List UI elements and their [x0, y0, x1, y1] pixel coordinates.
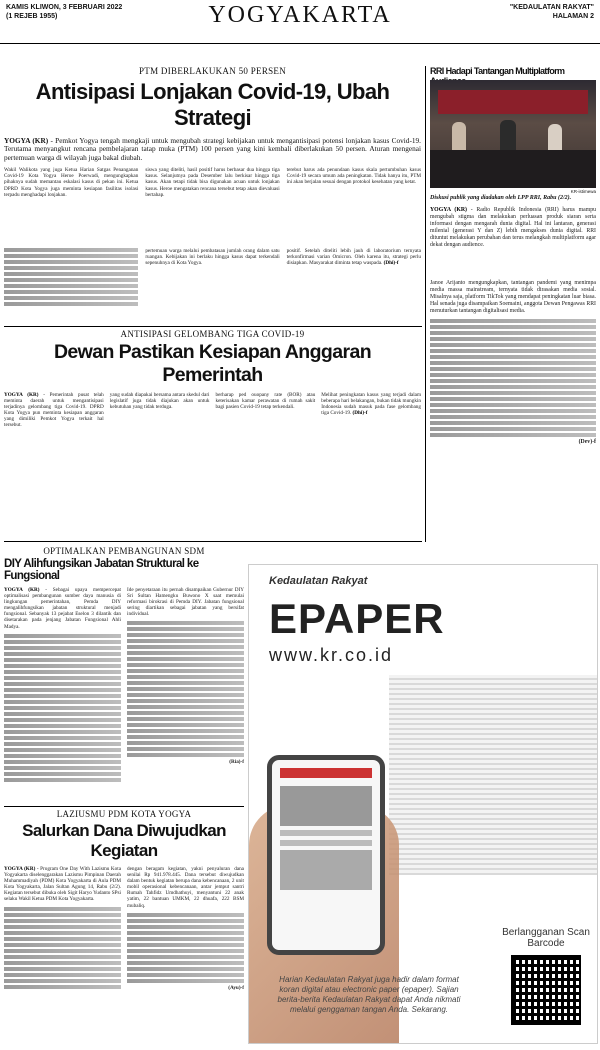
dateline: YOGYA (KR) — [4, 392, 39, 398]
article-body: YOGYA (KR) - Radio Republik Indonesia (RRI) harus mampu mengubah stigma dan melakukan perluasan produk siaran serta informasi dengan mengarah dunia digital. Hal ini lantaran, generasi milenial (generasi Y dan Z) lebih mengakses dunia digital. RRI dituntut melakukan perubahan dan terus melangkah multiplatform agar dekat dengan audience. Janoe Arijanto mengungkapkan, tantangan pandemi yang menimpa media massa mainstream, ternyata tidak dirasakan media sosial. Misalnya saja, platform TikTok yang mendapat peningkatan luar biasa. Hal senada juga disampaikan Soemaini, anggota Dewan Pengawas RRI menuturkan tantangan digitalisasi media. (Dev)-f — [430, 207, 596, 446]
divider — [4, 541, 422, 542]
speaker-figure — [452, 122, 466, 150]
author-sign: (Dhi)-f — [352, 410, 368, 417]
article-kicker: ANTISIPASI GELOMBANG TIGA COVID-19 — [120, 329, 305, 339]
article-column: YOGYA (KR) - Pemerintah pusat telah meminta daerah untuk mengantisipasi terjadinya gelombang tiga Covid-19. DPRD Kota Yogya pun meminta kesiapan anggaran yang dimiliki Pemkot Yogya terkait hal tersebut. — [4, 392, 104, 429]
article-column: siswa yang diteliti, hasil positif harus berbasar dua hingga tiga kasus. Selanjutnya pada Desember lalu berkisar hingga tiga kasus. Akan tetapi tidak bisa digunakan acuan untuk lonjakan kasus. Heroe mengatakan rencana tersebut tetap akan dievaluasi bertahap. — [145, 167, 280, 198]
speaker-figure — [500, 120, 516, 150]
article-lazismu — [4, 809, 244, 991]
article-diy-jabatan — [4, 546, 244, 784]
dateline: YOGYA (KR) — [430, 207, 467, 213]
masthead — [0, 0, 600, 44]
ad-url: www.kr.co.id — [269, 645, 394, 665]
article-column: YOGYA (KR) - Program One Day With Lazismu Kota Yogyakarta diselenggarakan Lazismu Pimpinan Daerah Muhammadiyah (PDM) Kota Yogyakarta di Aula PDM Kota Yogyakarta, Jalan Sultan Agung 14, Rabu (2/2). Kegiatan tersebut dibuka oleh Sigit Haryo Yudanto SPsi selaku Wakil Ketua PDM Kota Yogyakarta. — [4, 866, 121, 991]
article-column: Ide penyetaraan itu pernah disampaikan Gubernur DIY Sri Sultan Hamengku Buwono X saat memulai reformasi birokrasi di Pemda DIY. Jabatan fungsional sering diartikan sebagai jabatan yang bersifat individual. (Ria)-f — [127, 587, 244, 766]
article-headline: Salurkan Dana Diwujudkan Kegiatan — [22, 821, 226, 860]
dateline: YOGYA (KR) — [4, 866, 36, 872]
article-covid-strategy — [4, 66, 421, 198]
photo-credit: KR-istimewa — [570, 189, 596, 194]
article-kicker: OPTIMALKAN PEMBANGUNAN SDM — [43, 546, 205, 556]
divider — [4, 326, 422, 327]
dateline: YOGYA (KR) — [4, 136, 49, 145]
photo-caption: Diskusi publik yang diadakan oleh LPP RRI, Rabu (2/2). — [430, 195, 572, 201]
article-lead: YOGYA (KR) - Pemkot Yogya tengah mengkaji untuk mengubah strategi kebijakan untuk mengantisipasi potensi lonjakan kasus Covid-19. Terutama menyangkut rencana pembelajaran tatap muka (PTM) 100 persen yang kini kembali diberlakukan 50 persen. Aturan mengenai pertemuan warga di wilayah juga bakal diubah. — [4, 136, 422, 162]
author-sign: (Ria)-f — [229, 759, 244, 766]
author-sign: (Dev)-f — [578, 439, 596, 446]
article-kicker: LAZIUSMU PDM KOTA YOGYA — [56, 809, 192, 819]
article-columns — [4, 392, 421, 429]
article-headline: Dewan Pastikan Kesiapan Anggaran Pemerintah — [53, 341, 372, 386]
newspaper-stack-image — [389, 675, 598, 875]
paper-name: "KEDAULATAN RAKYAT" — [509, 4, 594, 11]
article-column: Melihat peningkatan kasus yang terjadi dalam beberapa hari belakangan, bukan tidak mungkin Indonesia sudah masuk pada fase gelombang tiga Covid-19. (Dhi)-f — [321, 392, 421, 417]
qr-code[interactable] — [511, 955, 581, 1025]
article-column: yang sudah diapakai bersama antara skedul dari legislatif juga tidak diajukan akan untuk kebutuhan yang tidak terduga. — [109, 392, 210, 411]
article-dewan-budget — [4, 329, 421, 429]
issue-date: KAMIS KLIWON, 3 FEBRUARI 2022 — [6, 4, 123, 11]
page-number: HALAMAN 2 — [552, 13, 594, 20]
divider — [4, 806, 244, 807]
ad-description: Harian Kedaulatan Rakyat juga hadir dalam format koran digital atau electronic paper (epaper). Sajian berita-berita Kedaulatan Rakyat dapat Anda nikmati melalui genggaman tangan Anda. Sekarang. — [277, 975, 461, 1014]
hijri-date: (1 REJEB 1955) — [6, 13, 58, 20]
stage-backdrop — [438, 90, 588, 114]
author-sign: (Dhi)-f — [383, 260, 399, 267]
article-column: terebut harus ada penundaan kasus skala pertumbuhan kasus Covid-19 secara umum ada peningkatan. Tidak hanya itu, PTM ini akan berjalan sesuai dengan protokol kesehatan yang ketat. — [286, 167, 421, 186]
article-column: berharap ped ouopany rate (BOR) atau keterisakan kamar perawatan di rumah sakit bagi pasien Covid-19 tetap terkendali. — [215, 392, 316, 411]
article-kicker: PTM DIBERLAKUKAN 50 PERSEN — [138, 66, 287, 76]
phone-image — [267, 755, 385, 955]
article-columns — [4, 587, 244, 784]
article-headline: RRI Hadapi Tantangan Multiplatform — [430, 66, 565, 76]
audience-area — [430, 150, 596, 188]
scan-label: Berlangganan Scan Barcode — [502, 927, 590, 949]
speaker-figure — [548, 124, 562, 150]
article-columns — [4, 167, 421, 197]
ad-brand: Kedaulatan Rakyat — [269, 575, 368, 587]
ad-epaper-title: EPAPER — [269, 595, 445, 642]
column-rule — [425, 66, 426, 542]
article-column: dengan beragam kegiatan, yakni penyaluran dana senilai Rp 941.978.445. Dana tersebut diwujudkan dalam bentuk kegiatan berupa dana kebencanaan, 2 unit mobil operasional kebencanaan, antar jemput santri Rumah Tahfidz Umdhathuyi, menyantuni 22 anak yatim, 22 bantuan UMKM, 22 dhuafa, 222 BSM mubaliq. (Ayu)-f — [127, 866, 244, 991]
article-headline: DIY Alihfungsikan Jabatan Struktural ke Fungsional — [4, 558, 199, 582]
section-title: YOGYAKARTA — [208, 2, 392, 28]
article-column: YOGYA (KR) - Sebagai upaya mempercepat optimalisasi pembangunan sumber daya manusia di lingkungan pemerintahan, Pemda DIY mengalihfungsikan jabatan struktural menjadi fungsional. Sebanyak 13 pejabat Eselon 3 dilantik dan disetarakan pada jenjang Jabatan Fungsional Ahli Madya. — [4, 587, 121, 784]
article-column: pertemuan warga melalui pembatasan jumlah orang dalam satu ruangan. Kebijakan ini berlaku hingga kasus dapat terkendali sepenuhnya di Kota Yogya. — [145, 248, 280, 267]
article-headline: Antisipasi Lonjakan Covid-19, Ubah Strategi — [35, 79, 390, 130]
article-column — [4, 248, 138, 308]
author-sign: (Ayu)-f — [228, 984, 244, 991]
dateline: YOGYA (KR) — [4, 587, 40, 593]
masthead-page-block — [510, 3, 594, 21]
article-columns-continued — [4, 248, 421, 308]
epaper-advertisement — [248, 564, 598, 1044]
event-photo — [430, 80, 596, 188]
article-column: Wakil Walikota yang juga Ketua Harian Satgas Penanganan Covid-19 Kota Yogya Heroe Poerwadi, mengungkapkan pihaknya sudah memantau eskalasi kasus di pekan ini. Ketua DPRD Kota Yogya juga meminta kesiapan fasilitas isolasi terpadu menghadapi lonjakan. — [4, 167, 139, 198]
article-columns — [4, 866, 244, 991]
article-column: positif. Setelah diteliti lebih jauh di laboratorium ternyata terkonfirmasi varian Omicron. Oleh karena itu, strategi perlu disiapkan. Masyarakat diminta tetap waspada. (Dhi)-f — [286, 248, 421, 267]
